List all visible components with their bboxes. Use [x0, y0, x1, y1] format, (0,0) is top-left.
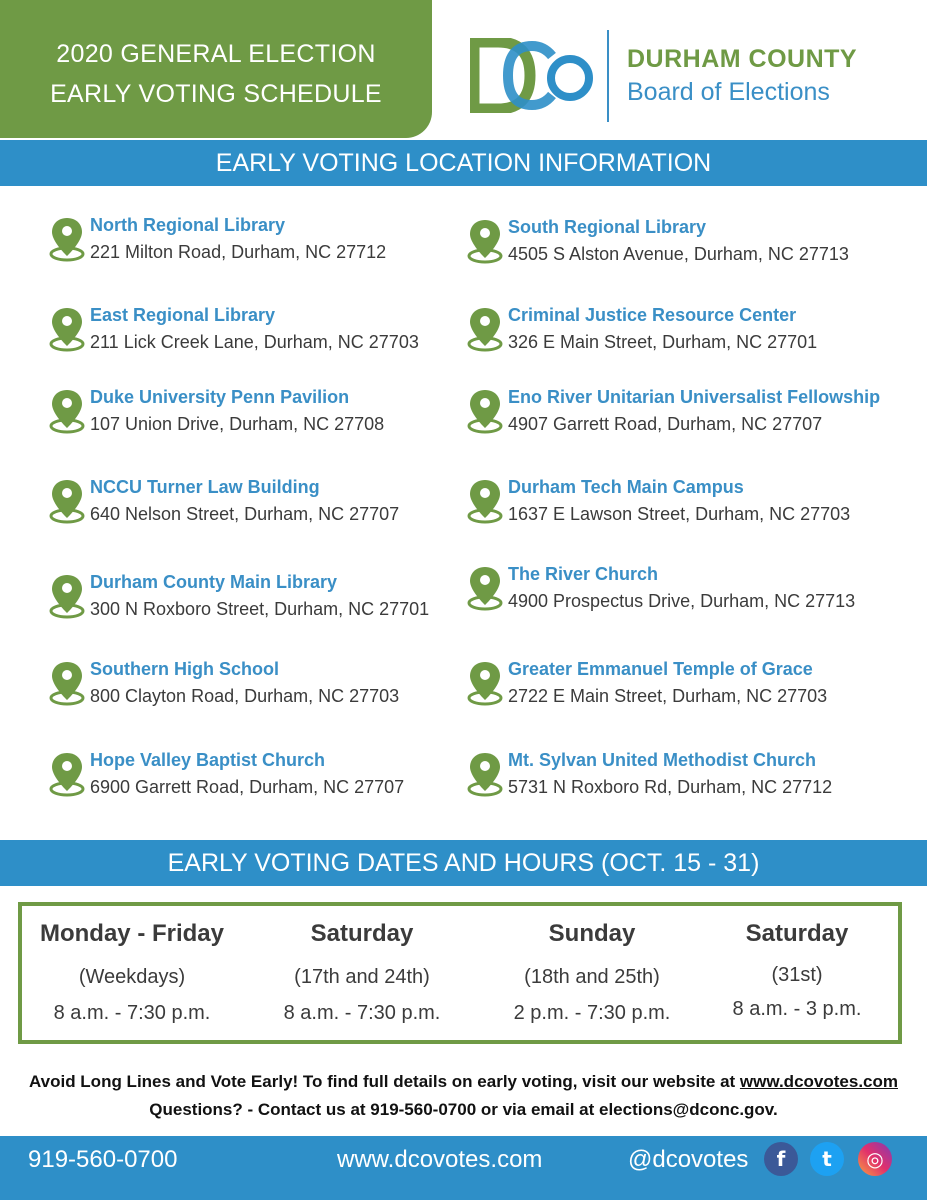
location-text [508, 656, 827, 710]
location-address: 4900 Prospectus Drive, Durham, NC 27713 [508, 591, 856, 611]
location-address: 4907 Garrett Road, Durham, NC 27707 [508, 414, 823, 434]
hours-time: 8 a.m. - 7:30 p.m. [283, 1002, 441, 1024]
location-text [508, 561, 855, 615]
footer-line-2: Questions? - Contact us at 919-560-0700 or via email at elections@dconc.gov. [149, 1100, 778, 1119]
location-address: 221 Milton Road, Durham, NC 27712 [90, 242, 387, 262]
map-pin-icon [466, 218, 504, 264]
locations-section-bar: EARLY VOTING LOCATION INFORMATION [0, 140, 927, 186]
location-text [90, 474, 399, 528]
hours-day: Saturday [310, 920, 414, 947]
map-pin-icon [48, 478, 86, 524]
twitter-glyph: t [822, 1147, 832, 1171]
website-link[interactable]: www.dcovotes.com [739, 1072, 898, 1091]
hours-time: 8 a.m. - 7:30 p.m. [53, 1002, 211, 1024]
title-line-1: 2020 GENERAL ELECTION [56, 40, 376, 68]
bottom-website[interactable]: www.dcovotes.com [337, 1146, 543, 1173]
location-name: South Regional Library [508, 217, 707, 237]
map-pin-icon [48, 216, 86, 262]
location-name: Duke University Penn Pavilion [90, 387, 350, 407]
instagram-glyph: ◎ [866, 1147, 884, 1171]
bottom-phone: 919-560-0700 [28, 1146, 178, 1173]
location-name: Durham Tech Main Campus [508, 477, 744, 497]
location-text [90, 569, 429, 623]
location-address: 5731 N Roxboro Rd, Durham, NC 27712 [508, 777, 833, 797]
hours-time: 8 a.m. - 3 p.m. [732, 998, 862, 1020]
map-pin-icon [466, 388, 504, 434]
location-address: 107 Union Drive, Durham, NC 27708 [90, 414, 385, 434]
map-pin-icon [466, 565, 504, 611]
location-name: Mt. Sylvan United Methodist Church [508, 750, 817, 770]
location-name: Hope Valley Baptist Church [90, 750, 326, 770]
hours-range: (Weekdays) [78, 966, 186, 988]
footer-line-1-text: Avoid Long Lines and Vote Early! To find full details on early voting, visit our website at [28, 1072, 740, 1091]
hours-range: (18th and 25th) [524, 966, 660, 988]
footer-line-1 [0, 1072, 927, 1092]
dco-logo [470, 28, 910, 123]
map-pin-icon [466, 660, 504, 706]
location-address: 6900 Garrett Road, Durham, NC 27707 [90, 777, 405, 797]
location-text [508, 474, 850, 528]
hours-range: (31st) [771, 964, 823, 986]
twitter-icon[interactable] [810, 1142, 844, 1176]
hours-day: Saturday [745, 920, 849, 947]
map-pin-icon [466, 478, 504, 524]
hours-day: Monday - Friday [39, 920, 225, 947]
facebook-glyph: f [776, 1147, 786, 1171]
org-name: DURHAM COUNTY [627, 45, 858, 73]
location-name: Durham County Main Library [90, 572, 338, 592]
bottom-handle: @dcovotes [628, 1146, 749, 1173]
dates-section-bar: EARLY VOTING DATES AND HOURS (OCT. 15 - 31) [0, 840, 927, 886]
bottom-bar [0, 1136, 927, 1200]
map-pin-icon [466, 751, 504, 797]
location-name: North Regional Library [90, 215, 286, 235]
location-address: 1637 E Lawson Street, Durham, NC 27703 [508, 504, 851, 524]
location-text [90, 656, 399, 710]
location-address: 800 Clayton Road, Durham, NC 27703 [90, 686, 400, 706]
location-name: Greater Emmanuel Temple of Grace [508, 659, 813, 679]
location-name: Criminal Justice Resource Center [508, 305, 797, 325]
hours-day: Sunday [548, 920, 636, 947]
location-name: NCCU Turner Law Building [90, 477, 320, 497]
location-text [508, 384, 880, 438]
location-address: 211 Lick Creek Lane, Durham, NC 27703 [90, 332, 419, 352]
logo-divider [607, 30, 609, 122]
location-address: 300 N Roxboro Street, Durham, NC 27701 [90, 599, 430, 619]
location-text [508, 214, 849, 268]
location-address: 640 Nelson Street, Durham, NC 27707 [90, 504, 400, 524]
location-name: Eno River Unitarian Universalist Fellowship [508, 387, 881, 407]
location-text [90, 302, 419, 356]
map-pin-icon [48, 751, 86, 797]
title-banner [0, 0, 432, 138]
title-line-2: EARLY VOTING SCHEDULE [50, 80, 382, 108]
facebook-icon[interactable] [764, 1142, 798, 1176]
map-pin-icon [48, 388, 86, 434]
location-text [508, 302, 817, 356]
dco-logo-mark [470, 38, 595, 113]
location-address: 4505 S Alston Avenue, Durham, NC 27713 [508, 244, 849, 264]
map-pin-icon [48, 573, 86, 619]
location-text [508, 747, 832, 801]
location-name: East Regional Library [90, 305, 276, 325]
hours-range: (17th and 24th) [294, 966, 430, 988]
map-pin-icon [48, 306, 86, 352]
location-address: 326 E Main Street, Durham, NC 27701 [508, 332, 818, 352]
hours-box [18, 902, 902, 1044]
location-text [90, 747, 404, 801]
location-name: Southern High School [90, 659, 279, 679]
org-subtitle: Board of Elections [627, 78, 830, 106]
instagram-icon[interactable] [858, 1142, 892, 1176]
map-pin-icon [466, 306, 504, 352]
hours-time: 2 p.m. - 7:30 p.m. [513, 1002, 671, 1024]
map-pin-icon [48, 660, 86, 706]
location-address: 2722 E Main Street, Durham, NC 27703 [508, 686, 828, 706]
location-text [90, 384, 384, 438]
location-text [90, 212, 386, 266]
location-name: The River Church [508, 564, 659, 584]
